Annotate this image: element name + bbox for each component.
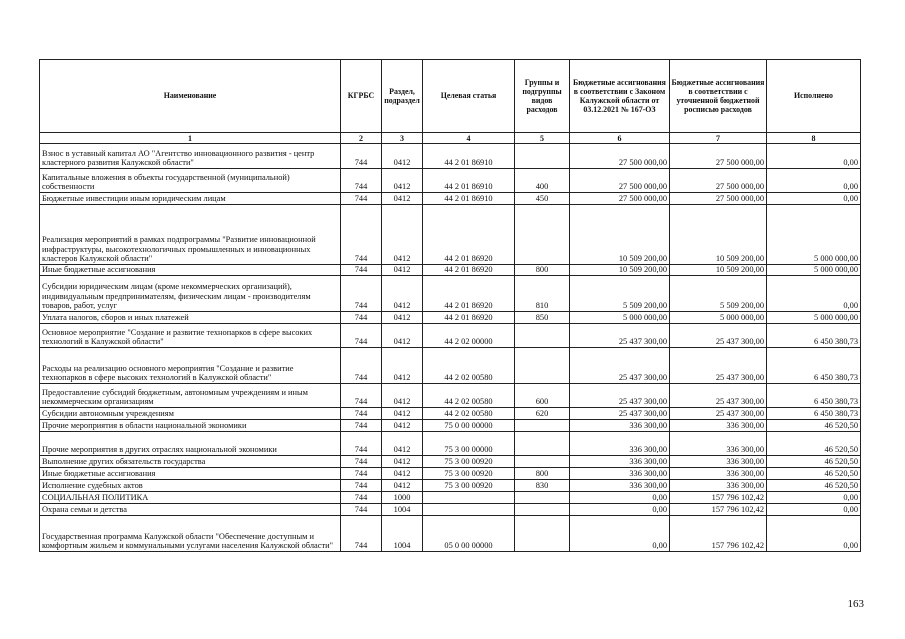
cell-section: 1004 (382, 504, 423, 516)
cell-name: Уплата налогов, сборов и иных платежей (40, 312, 341, 324)
cell-section: 0412 (382, 324, 423, 348)
table-row (40, 456, 861, 468)
cell-target: 44 2 01 86920 (423, 205, 515, 265)
cell-target: 75 3 00 00920 (423, 480, 515, 492)
page-number: 163 (847, 598, 864, 610)
cell-kgrbs: 744 (341, 384, 382, 408)
cell-law-allocation: 336 300,00 (570, 432, 670, 456)
cell-kgrbs: 744 (341, 205, 382, 265)
cell-law-allocation: 0,00 (570, 516, 670, 552)
cell-group (515, 205, 570, 265)
cell-name: Субсидии юридическим лицам (кроме некоммерческих организаций), индивидуальным предпринимателям, физическим лицам - производителям товаров, работ, услуг (40, 276, 341, 312)
cell-section: 0412 (382, 312, 423, 324)
cell-executed: 46 520,50 (767, 420, 861, 432)
cell-target (423, 504, 515, 516)
cell-name: Выполнение других обязательств государства (40, 456, 341, 468)
header-executed: Исполнено (767, 60, 861, 133)
cell-kgrbs: 744 (341, 276, 382, 312)
cell-kgrbs: 744 (341, 144, 382, 169)
cell-target: 75 0 00 00000 (423, 420, 515, 432)
cell-group: 830 (515, 480, 570, 492)
cell-refined-allocation: 5 509 200,00 (670, 276, 767, 312)
cell-executed: 0,00 (767, 504, 861, 516)
cell-section: 0412 (382, 276, 423, 312)
cell-group: 600 (515, 384, 570, 408)
cell-refined-allocation: 336 300,00 (670, 456, 767, 468)
cell-refined-allocation: 25 437 300,00 (670, 324, 767, 348)
cell-section: 0412 (382, 193, 423, 205)
column-number: 7 (670, 133, 767, 144)
cell-section: 0412 (382, 169, 423, 193)
cell-executed: 0,00 (767, 516, 861, 552)
cell-name: Прочие мероприятия в области национальной экономики (40, 420, 341, 432)
cell-executed: 0,00 (767, 169, 861, 193)
cell-executed: 6 450 380,73 (767, 408, 861, 420)
cell-target: 75 3 00 00000 (423, 432, 515, 456)
cell-law-allocation: 25 437 300,00 (570, 408, 670, 420)
column-number: 3 (382, 133, 423, 144)
cell-law-allocation: 27 500 000,00 (570, 144, 670, 169)
cell-group: 850 (515, 312, 570, 324)
cell-name: Исполнение судебных актов (40, 480, 341, 492)
cell-law-allocation: 25 437 300,00 (570, 384, 670, 408)
column-number: 1 (40, 133, 341, 144)
cell-name: Реализация мероприятий в рамках подпрограммы "Развитие инновационной инфраструктуры, высокотехнологичных промышленных и инновационных кластеров Калужской области" (40, 205, 341, 265)
cell-section: 1004 (382, 516, 423, 552)
cell-group (515, 420, 570, 432)
cell-law-allocation: 5 509 200,00 (570, 276, 670, 312)
header-name: Наименование (40, 60, 341, 133)
cell-target: 05 0 00 00000 (423, 516, 515, 552)
cell-kgrbs: 744 (341, 312, 382, 324)
cell-law-allocation: 0,00 (570, 492, 670, 504)
cell-group: 800 (515, 265, 570, 276)
cell-kgrbs: 744 (341, 408, 382, 420)
column-number: 8 (767, 133, 861, 144)
cell-name: Иные бюджетные ассигнования (40, 265, 341, 276)
cell-section: 0412 (382, 420, 423, 432)
cell-section: 0412 (382, 432, 423, 456)
table-row (40, 504, 861, 516)
cell-refined-allocation: 10 509 200,00 (670, 265, 767, 276)
cell-executed: 5 000 000,00 (767, 205, 861, 265)
cell-kgrbs: 744 (341, 324, 382, 348)
cell-group (515, 432, 570, 456)
cell-executed: 5 000 000,00 (767, 312, 861, 324)
cell-group: 400 (515, 169, 570, 193)
cell-group (515, 348, 570, 384)
cell-group (515, 456, 570, 468)
cell-kgrbs: 744 (341, 480, 382, 492)
cell-section: 0412 (382, 205, 423, 265)
cell-executed: 6 450 380,73 (767, 324, 861, 348)
cell-target: 44 2 02 00000 (423, 324, 515, 348)
table-row (40, 169, 861, 193)
cell-refined-allocation: 336 300,00 (670, 432, 767, 456)
cell-kgrbs: 744 (341, 492, 382, 504)
cell-name: Иные бюджетные ассигнования (40, 468, 341, 480)
cell-executed: 46 520,50 (767, 480, 861, 492)
cell-refined-allocation: 336 300,00 (670, 420, 767, 432)
cell-law-allocation: 25 437 300,00 (570, 348, 670, 384)
cell-refined-allocation: 27 500 000,00 (670, 144, 767, 169)
cell-target: 44 2 02 00580 (423, 348, 515, 384)
cell-refined-allocation: 5 000 000,00 (670, 312, 767, 324)
cell-kgrbs: 744 (341, 348, 382, 384)
table-row (40, 432, 861, 456)
cell-law-allocation: 25 437 300,00 (570, 324, 670, 348)
cell-kgrbs: 744 (341, 265, 382, 276)
cell-law-allocation: 10 509 200,00 (570, 265, 670, 276)
cell-kgrbs: 744 (341, 468, 382, 480)
cell-name: Прочие мероприятия в других отраслях национальной экономики (40, 432, 341, 456)
cell-section: 0412 (382, 384, 423, 408)
cell-section: 0412 (382, 265, 423, 276)
cell-law-allocation: 336 300,00 (570, 480, 670, 492)
cell-refined-allocation: 25 437 300,00 (670, 384, 767, 408)
cell-target: 44 2 01 86910 (423, 144, 515, 169)
cell-section: 0412 (382, 408, 423, 420)
budget-table (39, 59, 861, 552)
header-group: Группы и подгруппы видов расходов (515, 60, 570, 133)
column-number: 4 (423, 133, 515, 144)
table-row (40, 312, 861, 324)
cell-target: 44 2 02 00580 (423, 384, 515, 408)
table-row (40, 384, 861, 408)
cell-group (515, 144, 570, 169)
table-row (40, 205, 861, 265)
cell-section: 0412 (382, 468, 423, 480)
cell-executed: 46 520,50 (767, 468, 861, 480)
cell-executed: 0,00 (767, 193, 861, 205)
cell-executed: 46 520,50 (767, 432, 861, 456)
cell-target: 44 2 01 86920 (423, 312, 515, 324)
cell-law-allocation: 10 509 200,00 (570, 205, 670, 265)
table-row (40, 516, 861, 552)
table-row (40, 408, 861, 420)
table-body (40, 144, 861, 552)
cell-group: 620 (515, 408, 570, 420)
cell-group (515, 324, 570, 348)
cell-name: Субсидии автономным учреждениям (40, 408, 341, 420)
cell-law-allocation: 27 500 000,00 (570, 169, 670, 193)
header-kgrbs: КГРБС (341, 60, 382, 133)
cell-law-allocation: 336 300,00 (570, 468, 670, 480)
cell-executed: 6 450 380,73 (767, 384, 861, 408)
cell-group: 800 (515, 468, 570, 480)
header-row (40, 60, 861, 133)
cell-target: 44 2 01 86910 (423, 169, 515, 193)
table-row (40, 193, 861, 205)
header-target: Целевая статья (423, 60, 515, 133)
cell-kgrbs: 744 (341, 504, 382, 516)
cell-section: 0412 (382, 480, 423, 492)
header-refined-allocation: Бюджетные ассигнования в соответствии с уточненной бюджетной росписью расходов (670, 60, 767, 133)
cell-refined-allocation: 27 500 000,00 (670, 193, 767, 205)
cell-refined-allocation: 10 509 200,00 (670, 205, 767, 265)
column-number: 6 (570, 133, 670, 144)
cell-section: 1000 (382, 492, 423, 504)
cell-target: 44 2 01 86920 (423, 265, 515, 276)
cell-law-allocation: 27 500 000,00 (570, 193, 670, 205)
cell-group (515, 504, 570, 516)
cell-section: 0412 (382, 348, 423, 384)
cell-name: Охрана семьи и детства (40, 504, 341, 516)
cell-kgrbs: 744 (341, 432, 382, 456)
cell-section: 0412 (382, 456, 423, 468)
cell-name: Взнос в уставный капитал АО "Агентство инновационного развития - центр кластерного развития Калужской области" (40, 144, 341, 169)
cell-executed: 6 450 380,73 (767, 348, 861, 384)
table-row (40, 348, 861, 384)
cell-group (515, 516, 570, 552)
cell-executed: 46 520,50 (767, 456, 861, 468)
header-law-allocation: Бюджетные ассигнования в соответствии с Законом Калужской области от 03.12.2021 № 167-ОЗ (570, 60, 670, 133)
cell-law-allocation: 336 300,00 (570, 420, 670, 432)
cell-target (423, 492, 515, 504)
cell-kgrbs: 744 (341, 169, 382, 193)
cell-group (515, 492, 570, 504)
cell-executed: 0,00 (767, 492, 861, 504)
cell-executed: 0,00 (767, 276, 861, 312)
cell-kgrbs: 744 (341, 516, 382, 552)
cell-target: 44 2 01 86920 (423, 276, 515, 312)
cell-target: 75 3 00 00920 (423, 468, 515, 480)
table-row (40, 276, 861, 312)
table-row (40, 480, 861, 492)
cell-law-allocation: 0,00 (570, 504, 670, 516)
table-row (40, 265, 861, 276)
table-row (40, 420, 861, 432)
cell-name: Государственная программа Калужской области "Обеспечение доступным и комфортным жильем и коммунальными услугами населения Калужской области" (40, 516, 341, 552)
table-row (40, 144, 861, 169)
cell-group: 450 (515, 193, 570, 205)
cell-kgrbs: 744 (341, 193, 382, 205)
cell-law-allocation: 5 000 000,00 (570, 312, 670, 324)
cell-kgrbs: 744 (341, 420, 382, 432)
header-section: Раздел, подраздел (382, 60, 423, 133)
cell-section: 0412 (382, 144, 423, 169)
cell-kgrbs: 744 (341, 456, 382, 468)
column-number: 5 (515, 133, 570, 144)
cell-name: СОЦИАЛЬНАЯ ПОЛИТИКА (40, 492, 341, 504)
cell-name: Расходы на реализацию основного мероприятия "Создание и развитие технопарков в сфере высоких технологий в Калужской области" (40, 348, 341, 384)
cell-refined-allocation: 336 300,00 (670, 468, 767, 480)
column-number-row (40, 133, 861, 144)
cell-refined-allocation: 157 796 102,42 (670, 492, 767, 504)
cell-target: 75 3 00 00920 (423, 456, 515, 468)
cell-name: Основное мероприятие "Создание и развитие технопарков в сфере высоких технологий в Калужской области" (40, 324, 341, 348)
cell-executed: 0,00 (767, 144, 861, 169)
table-row (40, 492, 861, 504)
cell-refined-allocation: 336 300,00 (670, 480, 767, 492)
cell-refined-allocation: 25 437 300,00 (670, 408, 767, 420)
cell-group: 810 (515, 276, 570, 312)
column-number: 2 (341, 133, 382, 144)
cell-name: Капитальные вложения в объекты государственной (муниципальной) собственности (40, 169, 341, 193)
cell-law-allocation: 336 300,00 (570, 456, 670, 468)
table-row (40, 468, 861, 480)
table-row (40, 324, 861, 348)
cell-refined-allocation: 27 500 000,00 (670, 169, 767, 193)
cell-refined-allocation: 25 437 300,00 (670, 348, 767, 384)
cell-refined-allocation: 157 796 102,42 (670, 516, 767, 552)
cell-target: 44 2 02 00580 (423, 408, 515, 420)
cell-name: Бюджетные инвестиции иным юридическим лицам (40, 193, 341, 205)
cell-name: Предоставление субсидий бюджетным, автономным учреждениям и иным некоммерческим организациям (40, 384, 341, 408)
cell-target: 44 2 01 86910 (423, 193, 515, 205)
cell-executed: 5 000 000,00 (767, 265, 861, 276)
cell-refined-allocation: 157 796 102,42 (670, 504, 767, 516)
